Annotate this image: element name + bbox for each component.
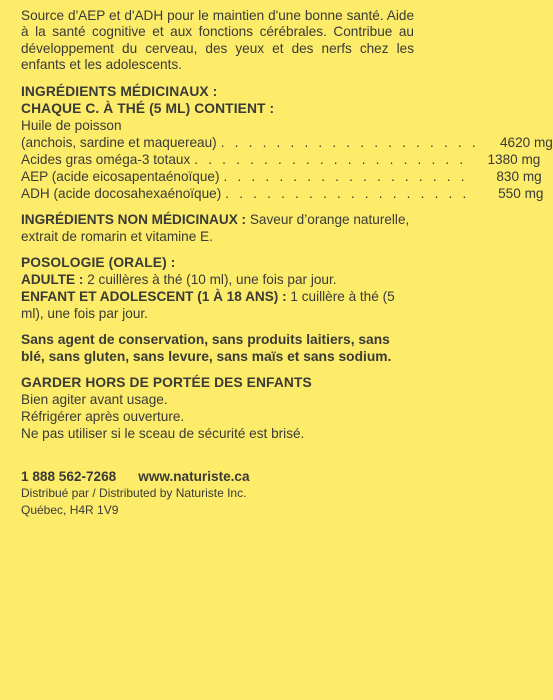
free-of-section: [21, 331, 414, 365]
adult-text: 2 cuillères à thé (10 ml), une fois par jour.: [83, 272, 337, 288]
child-dosage: [21, 288, 414, 322]
ingredient-row: [21, 151, 541, 168]
medicinal-ingredients-heading: INGRÉDIENTS MÉDICINAUX :: [21, 83, 218, 99]
leader-dots: . . . . . . . . . . . . . . . . . . . .: [194, 151, 467, 167]
ingredient-name: ADH (acide docosahexaénoïque): [21, 186, 222, 202]
free-of-statement: Sans agent de conservation, sans produits laitiers, sans blé, sans gluten, sans levure, sans maïs et sans sodium.: [21, 332, 392, 365]
non-medicinal-paragraph: [21, 211, 414, 245]
ingredient-amount: 550 mg: [498, 186, 544, 202]
address: Québec, H4R 1V9: [21, 502, 119, 517]
warning-line: Ne pas utiliser si le sceau de sécurité est brisé.: [21, 426, 305, 442]
product-description: Source d'AEP et d'ADH pour le maintien d'une bonne santé. Aide à la santé cognitive et aux fonctions cérébrales. Contribue au développement du cerveau, des yeux et des nerfs chez les enfants et les adolescents.: [21, 8, 414, 73]
distributor: Distribué par / Distributed by Naturiste Inc.: [21, 486, 247, 501]
serving-size-heading: CHAQUE C. À THÉ (5 ML) CONTIENT :: [21, 100, 275, 116]
fish-oil-label: Huile de poisson: [21, 117, 122, 133]
leader-dots: . . . . . . . . . . . . . . . . . .: [225, 186, 470, 202]
non-medicinal-text: Saveur d’orange naturelle, extrait de romarin et vitamine E.: [21, 212, 410, 245]
adult-dosage: [21, 271, 414, 288]
website-link[interactable]: www.naturiste.ca: [138, 469, 250, 485]
ingredient-name: (anchois, sardine et maquereau): [21, 134, 217, 150]
warning-line: Réfrigérer après ouverture.: [21, 409, 185, 425]
ingredient-amount: 4620 mg: [499, 134, 553, 150]
ingredient-row: [21, 134, 553, 151]
ingredient-name: AEP (acide eicosapentaénoïque): [21, 169, 220, 185]
non-medicinal-section: [21, 211, 414, 245]
contact-section: [21, 468, 414, 518]
contact-line: [21, 468, 414, 485]
leader-dots: . . . . . . . . . . . . . . . . . . .: [220, 134, 479, 150]
leader-dots: . . . . . . . . . . . . . . . . . .: [223, 169, 468, 185]
ingredient-row: [21, 168, 542, 185]
non-medicinal-heading: INGRÉDIENTS NON MÉDICINAUX :: [21, 212, 247, 228]
child-text: 1 cuillère à thé (5 ml), une fois par jour.: [21, 289, 395, 322]
warning-line: Bien agiter avant usage.: [21, 392, 168, 408]
ingredient-amount: 1380 mg: [487, 151, 541, 167]
phone-number: 1 888 562-7268: [21, 469, 117, 485]
adult-label: ADULTE :: [21, 272, 84, 288]
ingredient-row: [21, 185, 544, 202]
dosage-heading: POSOLOGIE (ORALE) :: [21, 255, 176, 271]
ingredient-amount: 830 mg: [496, 169, 542, 185]
warnings-section: [21, 374, 414, 442]
warnings-heading: GARDER HORS DE PORTÉE DES ENFANTS: [21, 375, 312, 391]
medicinal-ingredients-section: [21, 83, 553, 203]
child-label: ENFANT ET ADOLESCENT (1 À 18 ANS) :: [21, 289, 287, 305]
ingredient-name: Acides gras oméga-3 totaux: [21, 151, 191, 167]
dosage-section: [21, 254, 414, 322]
